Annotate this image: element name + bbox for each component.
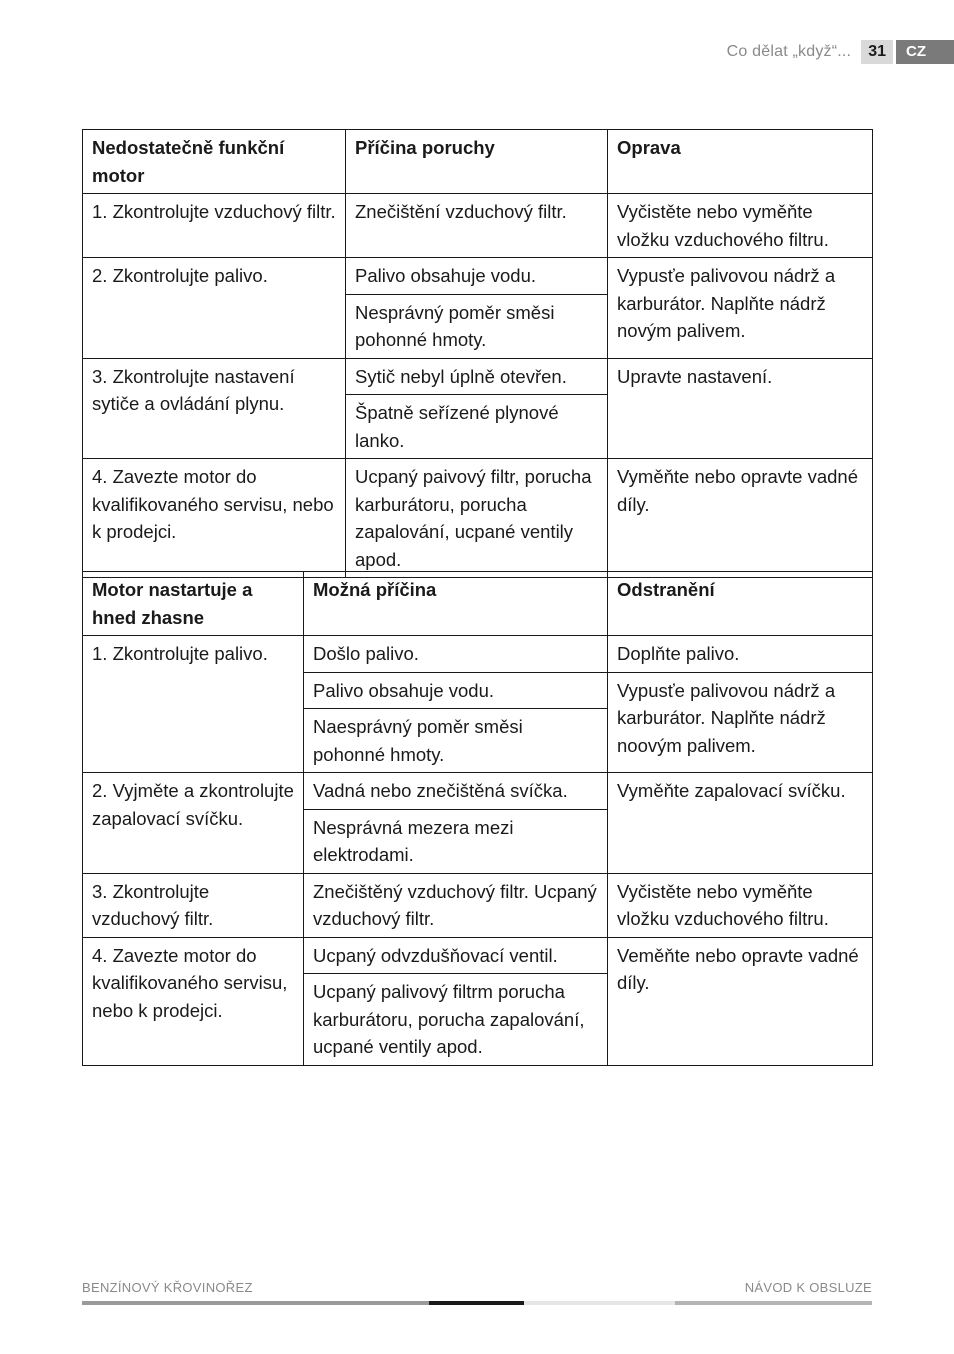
check-cell: 4. Zavezte motor do kvalifikovaného servisu, nebo k prodejci. (83, 459, 346, 578)
cause-cell: Znečištěný vzduchový filtr. Ucpaný vzduchový filtr. (304, 873, 608, 937)
section-title: Co dělat „když“... (726, 43, 852, 60)
page-header (727, 40, 954, 64)
table-row (83, 194, 873, 258)
fix-cell: Veměňte nebo opravte vadné díly. (608, 937, 873, 1065)
column-header: Motor nastartuje a hned zhasne (83, 572, 304, 636)
cause-cell: Došlo palivo. (304, 636, 608, 673)
footer-manual-title: NÁVOD K OBSLUZE (744, 1280, 872, 1295)
check-cell: 1. Zkontrolujte vzduchový filtr. (83, 194, 346, 258)
cause-cell: Naesprávný poměr směsi pohonné hmoty. (304, 709, 608, 773)
footer-divider (82, 1301, 872, 1305)
check-cell: 3. Zkontrolujte nastavení sytiče a ovládání plynu. (83, 358, 346, 459)
troubleshooting-table-poor-running (82, 129, 873, 578)
table-row (83, 358, 873, 395)
cause-cell: Nesprávný poměr směsi pohonné hmoty. (346, 294, 608, 358)
fix-cell: Vyčistěte nebo vyměňte vložku vzduchového filtru. (608, 873, 873, 937)
check-cell: 3. Zkontrolujte vzduchový filtr. (83, 873, 304, 937)
column-header: Oprava (608, 130, 873, 194)
check-cell: 1. Zkontrolujte palivo. (83, 636, 304, 773)
fix-cell: Vyčistěte nebo vyměňte vložku vzduchového filtru. (608, 194, 873, 258)
column-header: Příčina poruchy (346, 130, 608, 194)
footer-product-name: BENZÍNOVÝ KŘOVINOŘEZ (82, 1280, 253, 1295)
table-row (83, 773, 873, 810)
fix-cell: Doplňte palivo. (608, 636, 873, 673)
table-header-row (83, 130, 873, 194)
cause-cell: Vadná nebo znečištěná svíčka. (304, 773, 608, 810)
troubleshooting-table-engine-stalls (82, 571, 873, 1066)
cause-cell: Špatně seřízené plynové lanko. (346, 395, 608, 459)
cause-cell: Znečištění vzduchový filtr. (346, 194, 608, 258)
cause-cell: Ucpaný paivový filtr, porucha karburátoru, porucha zapalování, ucpané ventily apod. (346, 459, 608, 578)
fix-cell: Vypusťe palivovou nádrž a karburátor. Naplňte nádrž novým palivem. (608, 258, 873, 359)
cause-cell: Ucpaný palivový filtrm porucha karburátoru, porucha zapalování, ucpané ventily apod. (304, 974, 608, 1066)
table-row (83, 459, 873, 578)
language-badge: CZ (896, 40, 954, 64)
check-cell: 4. Zavezte motor do kvalifikovaného servisu, nebo k prodejci. (83, 937, 304, 1065)
cause-cell: Palivo obsahuje vodu. (346, 258, 608, 295)
table-header-row (83, 572, 873, 636)
fix-cell: Vyměňte zapalovací svíčku. (608, 773, 873, 874)
fix-cell: Upravte nastavení. (608, 358, 873, 459)
check-cell: 2. Vyjměte a zkontrolujte zapalovací svíčku. (83, 773, 304, 874)
check-cell: 2. Zkontrolujte palivo. (83, 258, 346, 359)
fix-cell: Vypusťe palivovou nádrž a karburátor. Naplňte nádrž noovým palivem. (608, 672, 873, 773)
column-header: Možná příčina (304, 572, 608, 636)
cause-cell: Ucpaný odvzdušňovací ventil. (304, 937, 608, 974)
table-row (83, 258, 873, 295)
table-row (83, 937, 873, 974)
table-row (83, 636, 873, 673)
table-row (83, 873, 873, 937)
cause-cell: Nesprávná mezera mezi elektrodami. (304, 809, 608, 873)
page-number: 31 (861, 40, 893, 64)
cause-cell: Palivo obsahuje vodu. (304, 672, 608, 709)
fix-cell: Vyměňte nebo opravte vadné díly. (608, 459, 873, 578)
column-header: Odstranění (608, 572, 873, 636)
column-header: Nedostatečně funkční motor (83, 130, 346, 194)
cause-cell: Sytič nebyl úplně otevřen. (346, 358, 608, 395)
